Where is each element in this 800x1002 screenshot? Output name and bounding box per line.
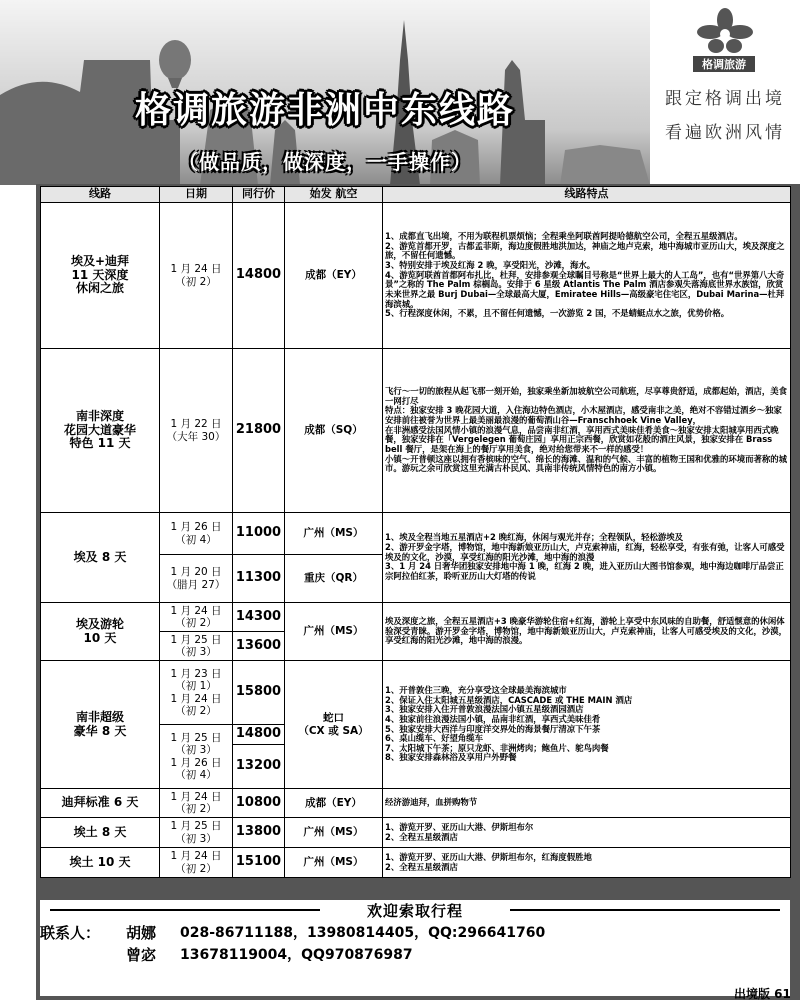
header-banner bbox=[0, 0, 800, 185]
contact-2-name: 曾宓 bbox=[126, 946, 157, 964]
route-features: 1、开普敦住三晚，充分享受这全球最美海滨城市 2、保证入住太阳城五星级酒店，CASCADE 或 THE MAIN 酒店 3、独家安排入住开普敦浪漫法国小镇五星级酒园酒店 4、独家前往浪漫法国小镇，品南非红酒，享西式美味佳肴 5、独家安排大西洋与印度洋交界处的海景餐厅清凉下午茶 6、桌山缆车、好望角缆车 7、太阳城下午茶；原只龙虾、非洲烤肉；鲍鱼片、鸵鸟肉餐 8、独家安排森林浴及享用户外野餐 bbox=[383, 661, 791, 789]
route-flight: 重庆（QR） bbox=[285, 555, 383, 603]
route-date: 1 月 24 日 （初 2） bbox=[160, 848, 233, 878]
route-price: 14800 bbox=[233, 725, 285, 745]
route-features: 1、游览开罗、亚历山大港、伊斯坦布尔，红海度假胜地 2、全程五星级酒店 bbox=[383, 848, 791, 878]
route-flight: 成都（EY） bbox=[285, 203, 383, 349]
route-price: 15800 bbox=[233, 661, 285, 725]
slogan-line-1: 跟定格调出境 bbox=[665, 89, 785, 109]
route-flight: 成都（EY） bbox=[285, 789, 383, 818]
route-date: 1 月 23 日 （初 1） 1 月 24 日 （初 2） bbox=[160, 661, 233, 725]
column-header: 线路特点 bbox=[383, 187, 791, 203]
contact-2-details: 13678119004，QQ970876987 bbox=[180, 947, 413, 963]
table-row bbox=[41, 513, 791, 555]
route-price: 14800 bbox=[233, 203, 285, 349]
route-name: 埃及游轮 10 天 bbox=[41, 603, 160, 661]
route-name: 埃及+迪拜 11 天深度 休闲之旅 bbox=[41, 203, 160, 349]
route-date: 1 月 26 日 （初 4） bbox=[160, 513, 233, 555]
route-name: 迪拜标准 6 天 bbox=[41, 789, 160, 818]
page-subtitle: （做品质，做深度，一手操作） bbox=[178, 150, 472, 174]
table-row bbox=[41, 848, 791, 878]
table-row bbox=[41, 349, 791, 513]
route-price: 13800 bbox=[233, 818, 285, 848]
table-header-row bbox=[41, 187, 791, 203]
route-name: 南非超级 豪华 8 天 bbox=[41, 661, 160, 789]
route-flight: 蛇口 （CX 或 SA） bbox=[285, 661, 383, 789]
route-features: 1、成都直飞出境，不用为联程机票烦恼；全程乘坐阿联酋阿提哈德航空公司，全程五星级酒店。 2、游览首都开罗，古都孟菲斯，海边度假胜地洪加达，神庙之地卢克索，地中海城市亚历山大，埃及深度之旅，不留任何遗憾。 3、特别安排于埃及红海 2 晚，享受阳光，沙滩，海水。 4、游览阿联酋首都阿布扎比，杜拜，安排参观全球瞩目号称是“世界上最大的人工岛”，也有“世界第八大奇景”之称的 The Palm 棕榈岛。安排于 6 星级 Atlantis The Palm 酒店参观失落海底世界水族馆，欣赏未来世界之最 Burj Dubai—全球最高大厦，Emiratee Hills—高级豪宅住宅区，Dubai Marina—杜拜海滨城。 5、行程深度休闲，不累，且不留任何遗憾，一次游览 2 国，不是蜻蜓点水之旅，优势价格。 bbox=[383, 203, 791, 349]
route-flight: 广州（MS） bbox=[285, 603, 383, 661]
slogan-line-2: 看遍欧洲风情 bbox=[665, 123, 785, 143]
route-price: 15100 bbox=[233, 848, 285, 878]
route-features: 1、埃及全程当地五星酒店+2 晚红海，休闲与观光并存；全程领队，轻松游埃及 2、游开罗金字塔，博物馆，地中海新娘亚历山大，卢克索神庙，红海，轻松享受，有张有弛，让客人可感受埃及的文化，沙漠，享受红海的阳光沙滩，地中海的浪漫 3、1 月 24 日奢华团独家安排地中海 1 晚，红海 2 晚，进入亚历山大图书馆参观，地中海边咖啡厅品尝正宗阿拉伯红茶，聆听亚历山大灯塔的传说 bbox=[383, 513, 791, 603]
column-header: 同行价 bbox=[233, 187, 285, 203]
route-flight: 广州（MS） bbox=[285, 848, 383, 878]
table-row bbox=[41, 203, 791, 349]
route-price: 11000 bbox=[233, 513, 285, 555]
route-price: 13600 bbox=[233, 632, 285, 661]
route-name: 埃及 8 天 bbox=[41, 513, 160, 603]
table-row bbox=[41, 661, 791, 725]
route-date: 1 月 25 日 （初 3） bbox=[160, 632, 233, 661]
route-features: 飞行～一切的旅程从起飞那一刻开始，独家乘坐新加坡航空公司航班，尽享尊贵舒适，成都起始，酒店，美食一网打尽 特点：独家安排 3 晚花园大道，入住海边特色酒店，小木屋酒店，感受南非之美，绝对不容错过酒乡～独家安排前往被誉为世界上最美丽最浪漫的葡萄酒山谷—Franschhoek Vine Valley， 在非洲感受法国风情小镇的浪漫气息，品尝南非红酒，享用西式美味佳肴美食～独家安排太阳城享用西式晚餐，独家安排在「Vergelegen 葡萄庄园」享用正宗西餐，欣赏如花般的酒庄风景，独家安排在 Brass bell 餐厅，是架在海上的餐厅享用美食，绝对给您带来不一样的感受！ 小镇～开普顿这座以拥有香槟味的空气、绵长的海滩、温和的气候、丰富的植物王国和优雅的环境而著称的城市。游玩之余可欣赏这里充满古朴民风、具南非传统风情特色的南方小镇。 bbox=[383, 349, 791, 513]
route-date: 1 月 25 日 （初 3） 1 月 26 日 （初 4） bbox=[160, 725, 233, 789]
route-price: 11300 bbox=[233, 555, 285, 603]
contact-1-details: 028-86711188，13980814405，QQ:296641760 bbox=[180, 925, 546, 941]
route-date: 1 月 25 日 （初 3） bbox=[160, 818, 233, 848]
column-header: 日期 bbox=[160, 187, 233, 203]
route-date: 1 月 24 日 （初 2） bbox=[160, 603, 233, 632]
brand-panel bbox=[650, 0, 800, 185]
contact-footer bbox=[40, 900, 790, 996]
column-header: 始发 航空 bbox=[285, 187, 383, 203]
logo-text: 格调旅游 bbox=[693, 56, 755, 72]
table-row bbox=[41, 789, 791, 818]
contact-label: 联系人： bbox=[40, 924, 101, 942]
route-name: 埃土 8 天 bbox=[41, 818, 160, 848]
route-features: 经济游迪拜，血拼购物节 bbox=[383, 789, 791, 818]
contact-1-name: 胡娜 bbox=[126, 924, 157, 942]
routes-table bbox=[40, 186, 791, 878]
flower-logo-icon bbox=[696, 8, 754, 54]
footer-title: 欢迎索取行程 bbox=[40, 900, 790, 921]
route-flight: 广州（MS） bbox=[285, 818, 383, 848]
route-flight: 广州（MS） bbox=[285, 513, 383, 555]
table-row bbox=[41, 603, 791, 632]
route-price: 13200 bbox=[233, 745, 285, 789]
route-features: 埃及深度之旅，全程五星酒店+3 晚豪华游轮住宿+红海，游轮上享受中东风味的自助餐，舒适惬意的休闲体验深受青睐。游开罗金字塔，博物馆，地中海新娘亚历山大，卢克索神庙，让客人可感受埃及的文化，沙漠，享受红海的阳光沙滩，地中海的浪漫。 bbox=[383, 603, 791, 661]
route-date: 1 月 22 日 （大年 30） bbox=[160, 349, 233, 513]
route-features: 1、游览开罗、亚历山大港、伊斯坦布尔 2、全程五星级酒店 bbox=[383, 818, 791, 848]
route-name: 南非深度 花园大道豪华 特色 11 天 bbox=[41, 349, 160, 513]
table-row bbox=[41, 818, 791, 848]
route-date: 1 月 24 日 （初 2） bbox=[160, 789, 233, 818]
route-name: 埃土 10 天 bbox=[41, 848, 160, 878]
route-flight: 成都（SQ） bbox=[285, 349, 383, 513]
page-title: 格调旅游非洲中东线路 bbox=[134, 90, 515, 131]
route-price: 10800 bbox=[233, 789, 285, 818]
column-header: 线路 bbox=[41, 187, 160, 203]
route-price: 21800 bbox=[233, 349, 285, 513]
route-date: 1 月 24 日 （初 2） bbox=[160, 203, 233, 349]
page-number: 出境版 61 bbox=[734, 987, 791, 1001]
route-price: 14300 bbox=[233, 603, 285, 632]
route-date: 1 月 20 日 （腊月 27） bbox=[160, 555, 233, 603]
